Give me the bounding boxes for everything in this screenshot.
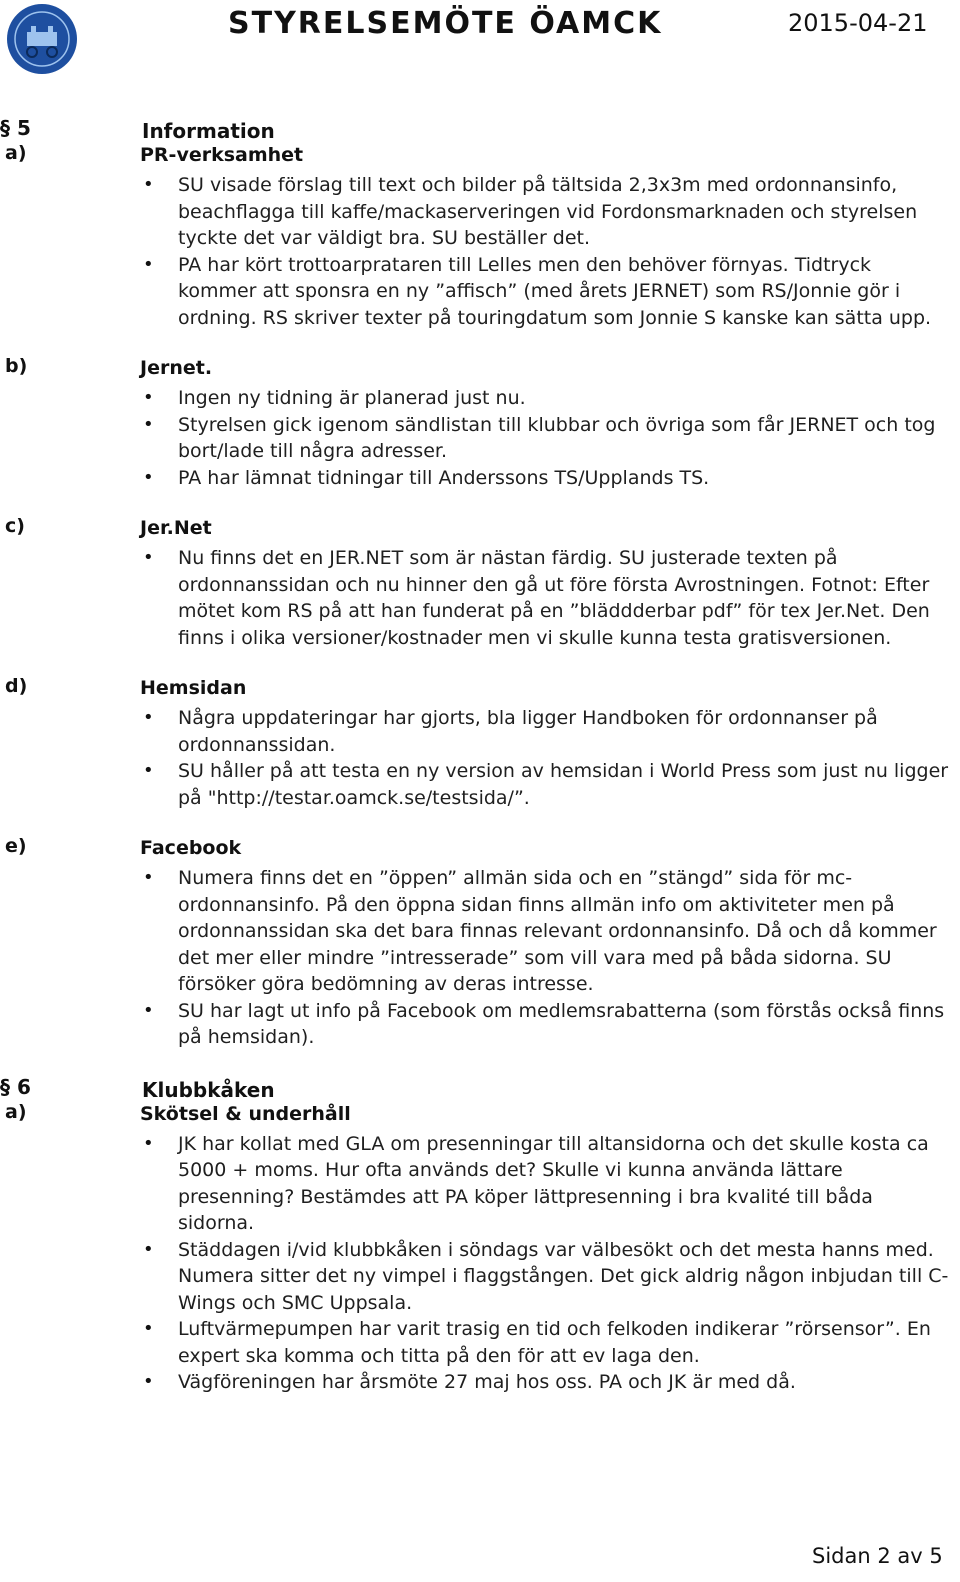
bullet-list xyxy=(0,865,960,1051)
bullet-list xyxy=(0,172,960,331)
subsection-title: Jernet. xyxy=(140,357,213,379)
bullet-item: • Nu finns det en JER.NET som är nästan färdig. SU justerade texten på ordonnanssidan och nu hinner den gå ut före första Avrostningen. Fotnot: Efter mötet kom RS på att han funderat på en ”bläddderbar pdf” för tex Jer.Net. Den finns i olika versioner/kostnader men vi skulle kunna testa gratisversionen. xyxy=(178,545,953,651)
bullet-item: • Städdagen i/vid klubbkåken i söndags var välbesökt och det mesta hanns med. Numera sitter det ny vimpel i flaggstången. Det gick aldrig någon inbjudan till C-Wings och SMC Uppsala. xyxy=(178,1237,953,1317)
bullet-item: • Några uppdateringar har gjorts, bla ligger Handboken för ordonnanser på ordonnanssidan. xyxy=(178,705,953,758)
subsection-letter: b) xyxy=(5,355,28,377)
subsection xyxy=(0,675,960,811)
bullet-item: • Numera finns det en ”öppen” allmän sida och en ”stängd” sida för mc-ordonnansinfo. På den öppna sidan finns allmän info om aktiviteter men på ordonnanssidan ska det bara finnas relevant ordonnansinfo. Då och då kommer det mer eller mindre ”intresserade” som vill vara med på båda sidorna. SU försöker göra bedömning av deras intresse. xyxy=(178,865,953,998)
subsection-letter: a) xyxy=(5,142,27,164)
subsection-title: Jer.Net xyxy=(140,517,212,539)
subsection xyxy=(0,515,960,651)
subsection-title: PR-verksamhet xyxy=(140,144,304,166)
subsection xyxy=(0,355,960,491)
bullet-list xyxy=(0,705,960,811)
document-date: 2015-04-21 xyxy=(788,9,928,37)
subsection xyxy=(0,1101,960,1396)
bullet-list xyxy=(0,1131,960,1396)
bullet-item: • SU visade förslag till text och bilder på tältsida 2,3x3m med ordonnansinfo, beachflagga till kaffe/mackaserveringen vid Fordonsmarknaden och styrelsen tyckte det var väldigt bra. SU beställer det. xyxy=(178,172,953,252)
bullet-item: • Vägföreningen har årsmöte 27 maj hos oss. PA och JK är med då. xyxy=(178,1369,953,1396)
bullet-item: • PA har kört trottoarprataren till Lelles men den behöver förnyas. Tidtryck kommer att sponsra en ny ”affisch” (med årets JERNET) som RS/Jonnie gör i ordning. RS skriver texter på touringdatum som Jonnie S kanske kan sätta upp. xyxy=(178,252,953,332)
bullet-list xyxy=(0,545,960,651)
document-title: STYRELSEMÖTE ÖAMCK xyxy=(228,6,663,41)
page-header xyxy=(0,0,960,80)
subsection-letter: e) xyxy=(5,835,27,857)
subsection xyxy=(0,835,960,1051)
section-number: § 5 xyxy=(0,116,31,140)
page-number: Sidan 2 av 5 xyxy=(812,1544,943,1568)
subsection-title: Facebook xyxy=(140,837,242,859)
minutes-body xyxy=(0,112,960,1420)
subsection-title: Hemsidan xyxy=(140,677,247,699)
section-title: Klubbkåken xyxy=(142,1077,275,1102)
bullet-item: • JK har kollat med GLA om presenningar till altansidorna och det skulle kosta ca 5000 + moms. Hur ofta används det? Skulle vi kunna använda lättare presenning? Bestämdes att PA köper lättpresenning i bra kvalité till båda sidorna. xyxy=(178,1131,953,1237)
club-logo xyxy=(5,2,79,76)
bullet-item: • PA har lämnat tidningar till Anderssons TS/Upplands TS. xyxy=(178,465,953,492)
bullet-list xyxy=(0,385,960,491)
bullet-item: • SU håller på att testa en ny version av hemsidan i World Press som just nu ligger på "http://testar.oamck.se/testsida/”. xyxy=(178,758,953,811)
subsection-letter: c) xyxy=(5,515,25,537)
section-number: § 6 xyxy=(0,1074,31,1099)
section-heading xyxy=(0,1075,960,1101)
bullet-item: • Styrelsen gick igenom sändlistan till klubbar och övriga som får JERNET och tog bort/lade till några adresser. xyxy=(178,412,953,465)
section-heading xyxy=(0,116,960,142)
subsection-letter: a) xyxy=(5,1100,27,1123)
bullet-item: • Luftvärmepumpen har varit trasig en tid och felkoden indikerar ”rörsensor”. En expert ska komma och titta på den för att ev laga den. xyxy=(178,1316,953,1369)
subsection xyxy=(0,142,960,331)
subsection-title: Skötsel & underhåll xyxy=(140,1102,351,1125)
bullet-item: • Ingen ny tidning är planerad just nu. xyxy=(178,385,953,412)
bullet-item: • SU har lagt ut info på Facebook om medlemsrabatterna (som förstås också finns på hemsidan). xyxy=(178,998,953,1051)
subsection-letter: d) xyxy=(5,675,28,697)
section-title: Information xyxy=(142,119,275,143)
